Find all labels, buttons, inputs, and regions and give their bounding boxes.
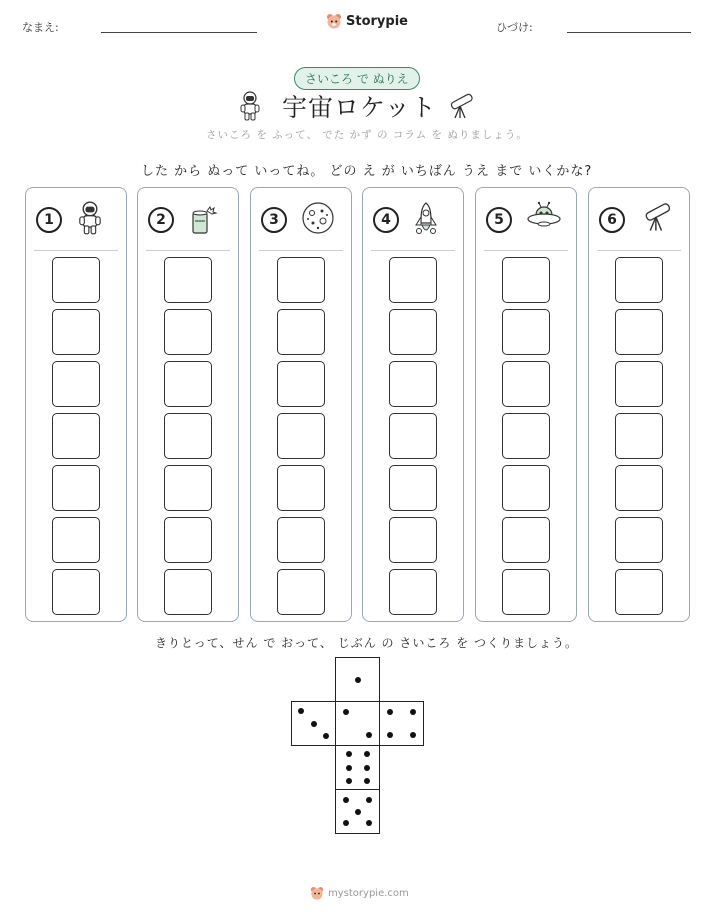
- column-divider: [484, 250, 568, 251]
- soda-can-icon: [188, 201, 218, 239]
- column-number: 6: [599, 207, 625, 233]
- coloring-cell[interactable]: [389, 361, 437, 407]
- coloring-cell[interactable]: [502, 465, 550, 511]
- coloring-cell[interactable]: [615, 257, 663, 303]
- coloring-cell[interactable]: [52, 257, 100, 303]
- coloring-cell[interactable]: [52, 569, 100, 615]
- dice-pip: [346, 751, 352, 757]
- telescope-icon: [445, 92, 477, 124]
- coloring-cell[interactable]: [277, 413, 325, 459]
- coloring-cell[interactable]: [615, 309, 663, 355]
- dice-pip: [343, 820, 349, 826]
- column-divider: [146, 250, 230, 251]
- alien-ufo-icon: [526, 201, 562, 237]
- dice-column-4: [362, 187, 464, 622]
- footer-url[interactable]: mystorypie.com: [328, 888, 409, 899]
- coloring-cell[interactable]: [52, 309, 100, 355]
- dice-column-2: [137, 187, 239, 622]
- column-divider: [259, 250, 343, 251]
- storypie-bear-icon: [326, 13, 342, 30]
- activity-tag: さいころ で ぬりえ: [294, 67, 420, 90]
- name-line[interactable]: [101, 32, 257, 33]
- dice-pip: [298, 708, 304, 714]
- coloring-cell[interactable]: [277, 257, 325, 303]
- coloring-cell[interactable]: [164, 309, 212, 355]
- dice-column-5: [475, 187, 577, 622]
- coloring-cell[interactable]: [502, 361, 550, 407]
- date-line[interactable]: [567, 32, 691, 33]
- dice-pip: [366, 820, 372, 826]
- footer: [310, 886, 409, 901]
- dice-pip: [387, 732, 393, 738]
- dice-pip: [364, 751, 370, 757]
- dice-pip: [366, 797, 372, 803]
- column-divider: [597, 250, 681, 251]
- dice-face-2: [335, 701, 380, 746]
- coloring-cell[interactable]: [277, 465, 325, 511]
- dice-pip: [364, 778, 370, 784]
- dice-pip: [364, 765, 370, 771]
- dice-column-1: [25, 187, 127, 622]
- coloring-cell[interactable]: [52, 517, 100, 563]
- dice-face-5: [335, 789, 380, 834]
- dice-face-4: [379, 701, 424, 746]
- date-label: ひづけ:: [496, 21, 533, 34]
- dice-face-3: [291, 701, 336, 746]
- subtitle: さいころ を ふって、 でた かず の コラム を ぬりましょう。: [206, 129, 528, 141]
- dice-column-6: [588, 187, 690, 622]
- page-title: 宇宙ロケット: [282, 93, 437, 122]
- coloring-cell[interactable]: [389, 569, 437, 615]
- coloring-cell[interactable]: [389, 465, 437, 511]
- astronaut-icon: [76, 201, 104, 239]
- coloring-cell[interactable]: [615, 465, 663, 511]
- column-number: 4: [373, 207, 399, 233]
- coloring-cell[interactable]: [615, 361, 663, 407]
- coloring-cell[interactable]: [277, 361, 325, 407]
- rocket-icon: [413, 201, 439, 241]
- coloring-cell[interactable]: [615, 413, 663, 459]
- column-number: 3: [261, 207, 287, 233]
- column-number: 5: [486, 207, 512, 233]
- dice-face-1: [335, 657, 380, 702]
- storypie-bear-icon: [310, 886, 324, 901]
- dice-pip: [311, 721, 317, 727]
- dice-pip: [387, 709, 393, 715]
- name-label: なまえ:: [22, 21, 59, 34]
- telescope-icon: [639, 201, 675, 237]
- coloring-cell[interactable]: [52, 361, 100, 407]
- dice-pip: [355, 677, 361, 683]
- coloring-cell[interactable]: [164, 569, 212, 615]
- coloring-cell[interactable]: [389, 413, 437, 459]
- coloring-cell[interactable]: [502, 569, 550, 615]
- coloring-cell[interactable]: [164, 361, 212, 407]
- coloring-cell[interactable]: [164, 517, 212, 563]
- coloring-cell[interactable]: [389, 257, 437, 303]
- coloring-cell[interactable]: [52, 413, 100, 459]
- brand-logo: [326, 13, 408, 30]
- astronaut-icon: [238, 91, 262, 125]
- coloring-cell[interactable]: [277, 517, 325, 563]
- moon-icon: [301, 201, 335, 239]
- dice-pip: [346, 765, 352, 771]
- dice-pip: [355, 809, 361, 815]
- dice-pip: [343, 797, 349, 803]
- coloring-cell[interactable]: [389, 309, 437, 355]
- coloring-cell[interactable]: [277, 309, 325, 355]
- coloring-cell[interactable]: [52, 465, 100, 511]
- coloring-cell[interactable]: [502, 517, 550, 563]
- column-divider: [371, 250, 455, 251]
- coloring-cell[interactable]: [502, 309, 550, 355]
- dice-pip: [410, 709, 416, 715]
- dice-pip: [346, 778, 352, 784]
- coloring-cell[interactable]: [164, 257, 212, 303]
- dice-column-3: [250, 187, 352, 622]
- coloring-cell[interactable]: [164, 465, 212, 511]
- coloring-cell[interactable]: [277, 569, 325, 615]
- coloring-cell[interactable]: [389, 517, 437, 563]
- dice-pip: [410, 732, 416, 738]
- dice-pip: [323, 733, 329, 739]
- column-divider: [34, 250, 118, 251]
- dice-face-6: [335, 745, 380, 790]
- coloring-cell[interactable]: [164, 413, 212, 459]
- coloring-cell[interactable]: [615, 517, 663, 563]
- coloring-cell[interactable]: [502, 413, 550, 459]
- instruction-text: した から ぬって いってね。 どの え が いちばん うえ まで いくかな?: [141, 164, 593, 179]
- dice-pip: [366, 732, 372, 738]
- brand-name: Storypie: [346, 14, 408, 29]
- column-number: 2: [148, 207, 174, 233]
- coloring-cell[interactable]: [502, 257, 550, 303]
- column-number: 1: [36, 207, 62, 233]
- coloring-cell[interactable]: [615, 569, 663, 615]
- cut-instruction: きりとって、せん で おって、 じぶん の さいころ を つくりましょう。: [155, 636, 578, 650]
- dice-pip: [343, 709, 349, 715]
